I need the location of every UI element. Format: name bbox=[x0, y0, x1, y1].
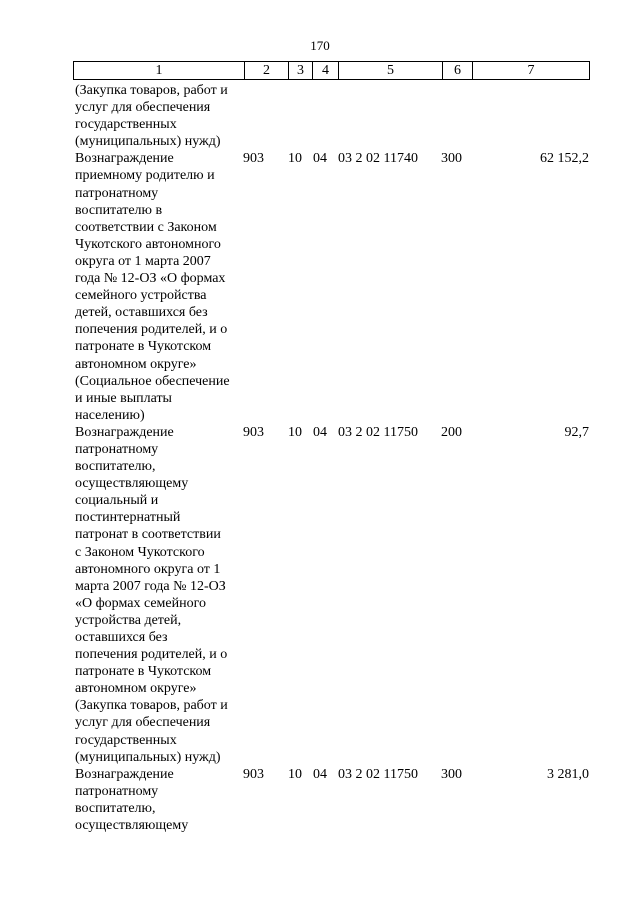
code-subsection: 04 bbox=[313, 766, 327, 782]
table-header-row bbox=[73, 61, 590, 80]
row-description: Вознаграждение патронатному воспитателю, осуществляющему bbox=[75, 766, 189, 834]
table-row bbox=[0, 424, 640, 766]
code-administrator: 903 bbox=[243, 151, 264, 167]
header-col-2: 2 bbox=[245, 62, 289, 79]
code-administrator: 903 bbox=[243, 766, 264, 782]
header-col-7: 7 bbox=[527, 63, 535, 78]
header-col-3: 3 bbox=[289, 62, 313, 79]
code-target-article: 03 2 02 11750 bbox=[338, 766, 418, 782]
code-target-article: 03 2 02 11740 bbox=[338, 151, 418, 167]
row-description: (Закупка товаров, работ и услуг для обеспечения государственных (муниципальных) нужд) bbox=[75, 83, 228, 150]
code-expense-type: 300 bbox=[441, 766, 462, 782]
code-expense-type: 200 bbox=[441, 424, 462, 440]
row-description: Вознаграждение патронатному воспитателю, осуществляющему социальный и постинтернатный патронат в соответствии с Законом Чукотского автономного округа от 1 марта 2007 года № 12-ОЗ «О формах семейного устройства детей, оставшихся без попечения родителей, и о патронате в Чукотском автономном округе» (Закупка товаров, работ и услуг для обеспечения государственных (муниципальных) нужд) bbox=[75, 424, 228, 765]
header-col-1: 1 bbox=[74, 62, 245, 79]
table-row bbox=[0, 766, 640, 834]
code-subsection: 04 bbox=[313, 424, 327, 440]
code-subsection: 04 bbox=[313, 151, 327, 167]
amount: 3 281,0 bbox=[547, 766, 589, 782]
amount: 62 152,2 bbox=[540, 151, 589, 167]
code-target-article: 03 2 02 11750 bbox=[338, 424, 418, 440]
code-administrator: 903 bbox=[243, 424, 264, 440]
table-body bbox=[0, 82, 640, 834]
table-row bbox=[0, 150, 640, 424]
row-description: Вознаграждение приемному родителю и патронатному воспитателю в соответствии с Законом Чукотского автономного округа от 1 марта 2007 года № 12-ОЗ «О формах семейного устройства детей, оставшихся без попечения родителей, и о патронате в Чукотском автономном округе» (Социальное обеспечение и иные выплаты населению) bbox=[75, 151, 230, 423]
page-number: 170 bbox=[310, 38, 330, 53]
header-col-6: 6 bbox=[443, 62, 473, 79]
table-row bbox=[0, 82, 640, 150]
code-section: 10 bbox=[288, 766, 302, 782]
code-section: 10 bbox=[288, 424, 302, 440]
amount: 92,7 bbox=[564, 424, 589, 440]
code-section: 10 bbox=[288, 151, 302, 167]
header-col-5: 5 bbox=[339, 62, 443, 79]
code-expense-type: 300 bbox=[441, 151, 462, 167]
header-col-4: 4 bbox=[313, 62, 339, 79]
